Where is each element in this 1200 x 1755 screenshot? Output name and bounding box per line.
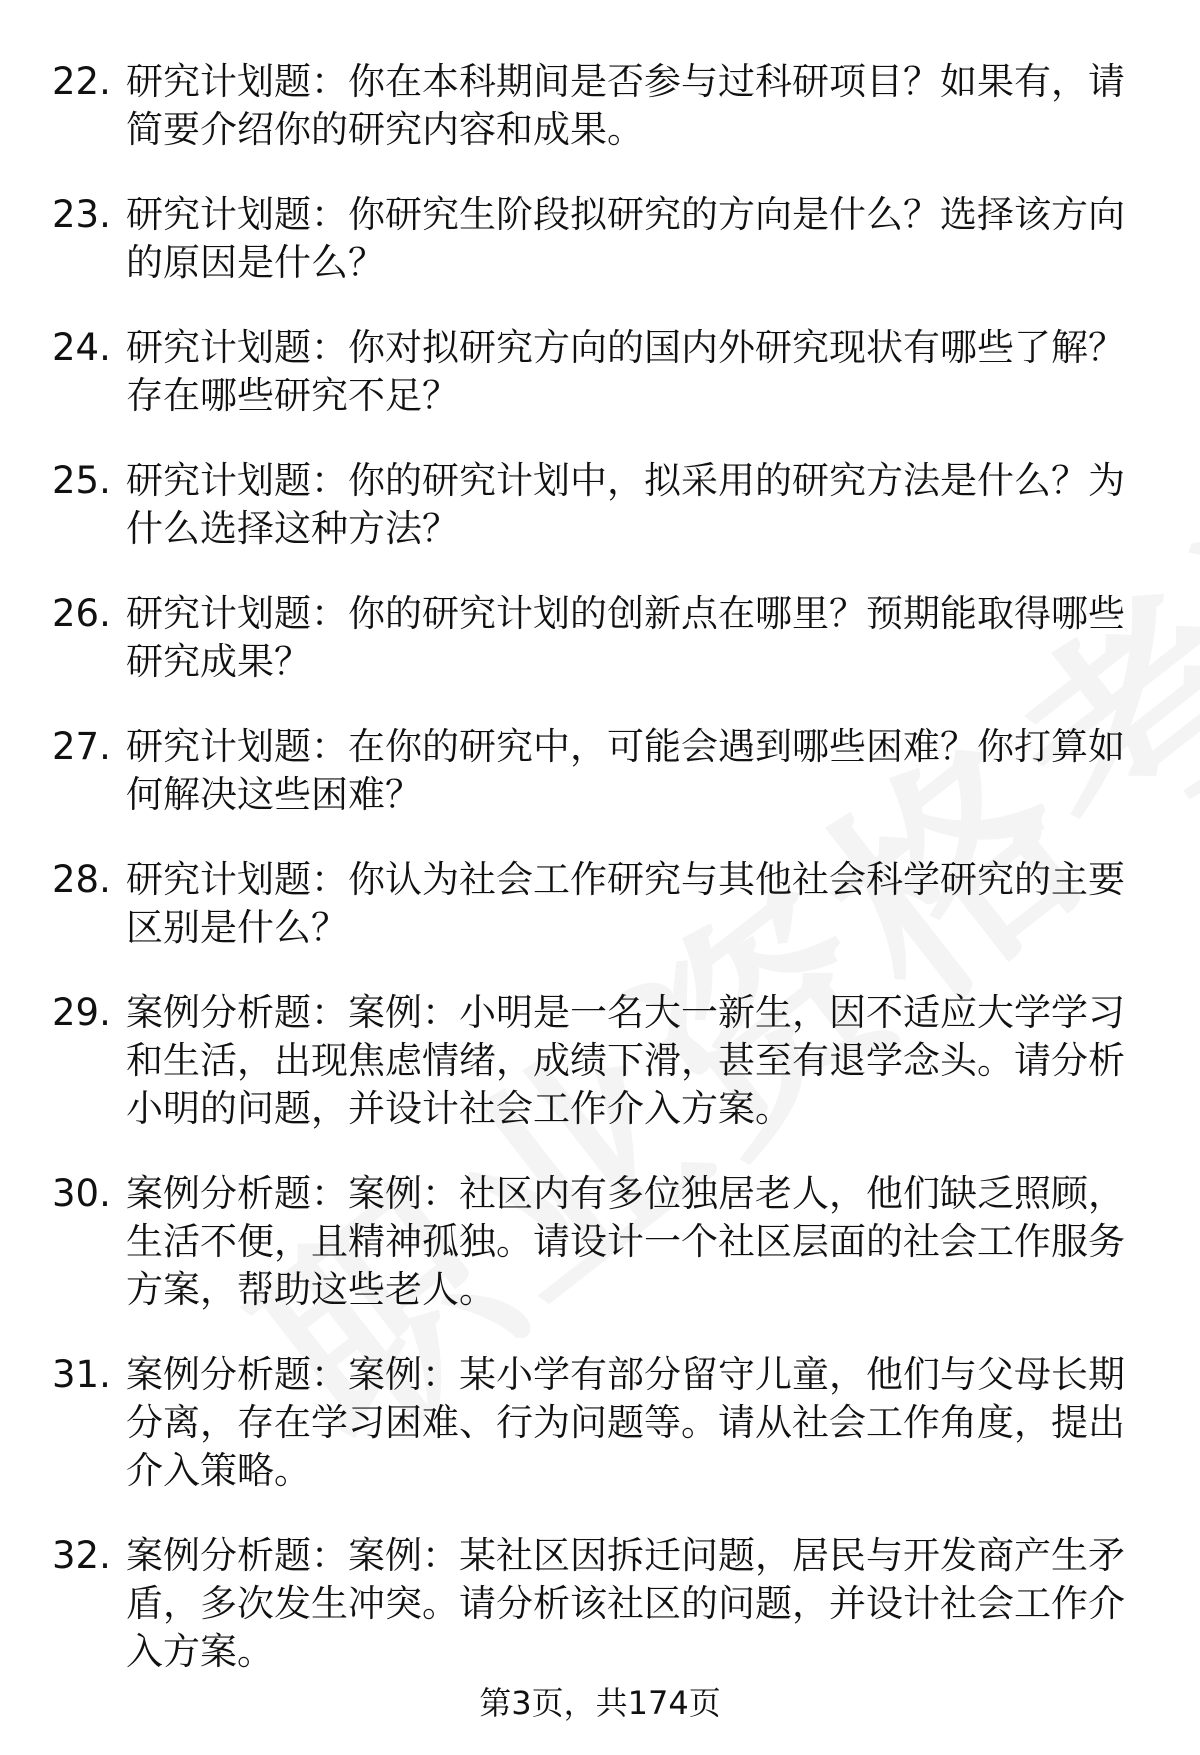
- question-item: [52, 1532, 1152, 1676]
- page-footer: [0, 1683, 1200, 1723]
- question-number: 31.: [52, 1353, 111, 1396]
- question-text: 研究计划题：你在本科期间是否参与过科研项目？如果有，请简要介绍你的研究内容和成果。: [126, 60, 1125, 151]
- question-item: [52, 1351, 1152, 1495]
- question-item: [52, 989, 1152, 1133]
- question-text: 研究计划题：你的研究计划中，拟采用的研究方法是什么？为什么选择这种方法？: [126, 459, 1125, 550]
- question-number: 23.: [52, 193, 111, 236]
- question-number: 32.: [52, 1534, 111, 1577]
- question-text: 案例分析题：案例：社区内有多位独居老人，他们缺乏照顾，生活不便，且精神孤独。请设计一个社区层面的社会工作服务方案，帮助这些老人。: [126, 1172, 1125, 1311]
- question-number: 25.: [52, 459, 111, 502]
- question-text: 案例分析题：案例：某社区因拆迁问题，居民与开发商产生矛盾，多次发生冲突。请分析该社区的问题，并设计社会工作介入方案。: [126, 1534, 1125, 1673]
- question-number: 24.: [52, 326, 111, 369]
- question-number: 22.: [52, 60, 111, 103]
- question-list: [52, 58, 1152, 1713]
- question-number: 28.: [52, 858, 111, 901]
- page-number-label: 第3页，共174页: [479, 1684, 721, 1722]
- question-item: [52, 723, 1152, 819]
- question-item: [52, 457, 1152, 553]
- question-text: 研究计划题：在你的研究中，可能会遇到哪些困难？你打算如何解决这些困难？: [126, 725, 1125, 816]
- question-number: 29.: [52, 991, 111, 1034]
- question-item: [52, 856, 1152, 952]
- question-number: 26.: [52, 592, 111, 635]
- question-number: 27.: [52, 725, 111, 768]
- question-text: 研究计划题：你对拟研究方向的国内外研究现状有哪些了解？存在哪些研究不足？: [126, 326, 1125, 417]
- question-item: [52, 1170, 1152, 1314]
- question-item: [52, 191, 1152, 287]
- question-text: 研究计划题：你的研究计划的创新点在哪里？预期能取得哪些研究成果？: [126, 592, 1125, 683]
- question-text: 案例分析题：案例：小明是一名大一新生，因不适应大学学习和生活，出现焦虑情绪，成绩下滑，甚至有退学念头。请分析小明的问题，并设计社会工作介入方案。: [126, 991, 1125, 1130]
- question-text: 研究计划题：你研究生阶段拟研究的方向是什么？选择该方向的原因是什么？: [126, 193, 1125, 284]
- question-item: [52, 58, 1152, 154]
- question-number: 30.: [52, 1172, 111, 1215]
- question-item: [52, 324, 1152, 420]
- question-text: 研究计划题：你认为社会工作研究与其他社会科学研究的主要区别是什么？: [126, 858, 1125, 949]
- question-item: [52, 590, 1152, 686]
- question-text: 案例分析题：案例：某小学有部分留守儿童，他们与父母长期分离，存在学习困难、行为问题等。请从社会工作角度，提出介入策略。: [126, 1353, 1125, 1492]
